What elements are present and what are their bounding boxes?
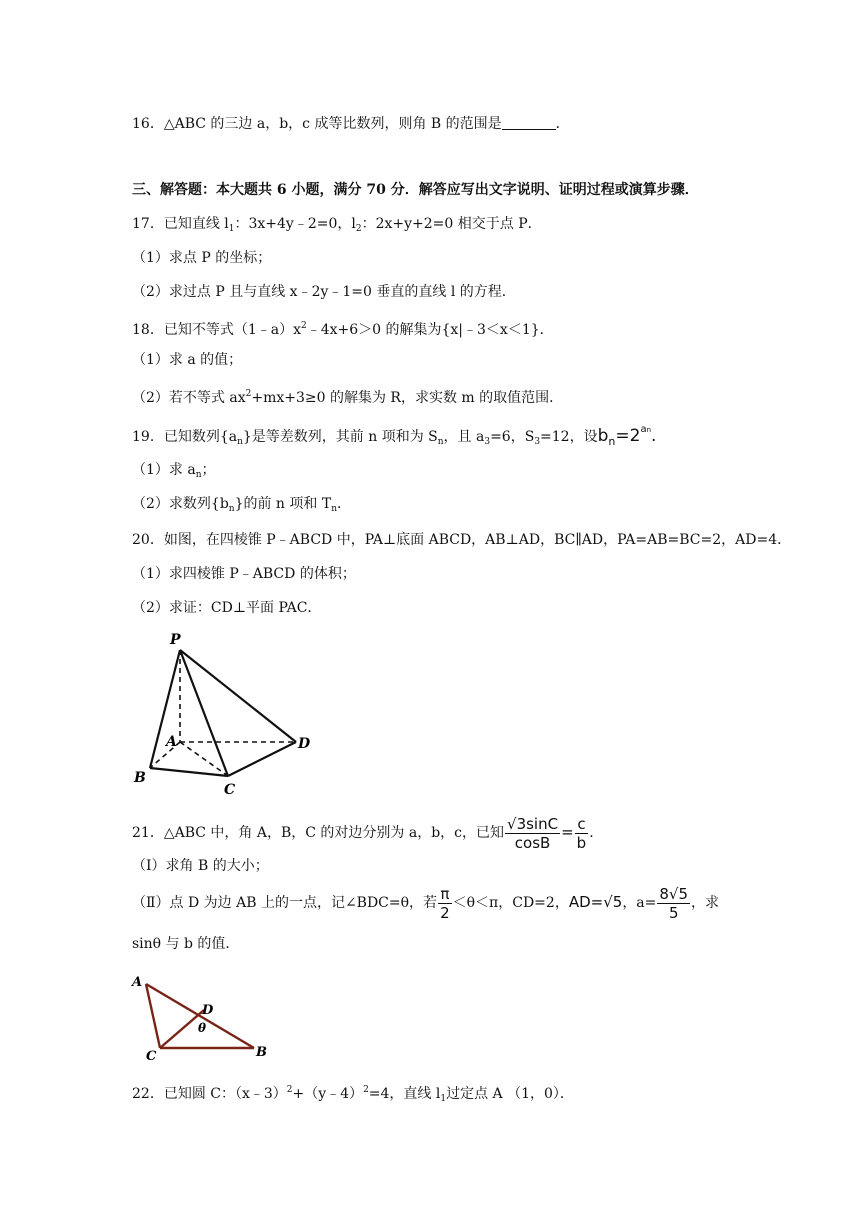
label-P: P	[170, 632, 181, 648]
q18-sup: 2	[245, 389, 252, 399]
question-18-part-2	[132, 384, 563, 408]
q16-text: △ABC 的三边 a，b，c 成等比数列，则角 B 的范围是	[163, 116, 502, 132]
q22-text: 22．已知圆 C：（x﹣3）	[132, 1086, 287, 1102]
label-A: A	[166, 734, 177, 750]
q21-text: ，a=	[622, 895, 657, 911]
section-heading: 三、解答题：本大题共 6 小题，满分 70 分．解答应写出文字说明、证明过程或演算步骤．	[132, 182, 699, 198]
q22-text: =4，直线 l	[368, 1086, 441, 1102]
question-21-part-1: （Ⅰ）求角 B 的大小；	[132, 858, 269, 874]
fraction-8sqrt5-over-5: $\frac{8√5}{5}$	[659, 884, 689, 922]
q18-text: ﹣4x+6＞0 的解集为{x|﹣3＜x＜1}．	[306, 322, 554, 338]
q17-text: 17．已知直线 l	[132, 216, 229, 232]
q18-text: +mx+3≥0 的解集为 R，求实数 m 的取值范围．	[251, 390, 564, 406]
q17-sub: 1	[228, 224, 235, 234]
fraction-pi-over-2: $\frac{\pi}{2}$	[440, 884, 450, 922]
question-18-stem	[132, 316, 554, 340]
q19-text: }是等差数列，其前 n 项和为 S	[242, 429, 438, 445]
q19-sub: n	[228, 504, 235, 514]
q19-text: ，且 a	[443, 429, 485, 445]
fraction-c-over-b: $\frac{c}{b}$	[576, 814, 587, 852]
label-D: D	[202, 1003, 214, 1018]
pyramid-figure	[128, 628, 328, 798]
q19-text: （1）求 a	[132, 462, 196, 478]
question-19-part-1	[132, 460, 216, 485]
q19-sub: 3	[534, 437, 541, 447]
q21-text: ，求	[691, 895, 720, 911]
q19-sub: n	[437, 437, 444, 447]
equals-sign: =	[561, 823, 574, 841]
triangle-figure	[128, 970, 278, 1062]
q22-sup: 2	[286, 1085, 293, 1095]
q16-label: 16．	[132, 116, 164, 132]
q22-text: +（y﹣4）	[292, 1086, 364, 1102]
q18-text: （2）若不等式 ax	[132, 390, 246, 406]
question-18-part-1: （1）求 a 的值；	[132, 352, 243, 368]
q19-sub: n	[195, 470, 202, 480]
q22-sub: 1	[440, 1094, 447, 1104]
label-C: C	[224, 782, 236, 798]
q19-sub: n	[237, 437, 243, 447]
q19-text: ；	[201, 462, 216, 478]
question-20-part-2: （2）求证：CD⊥平面 PAC．	[132, 600, 322, 616]
q19-text: }的前 n 项和 T	[234, 496, 332, 512]
question-20-part-1: （1）求四棱锥 P﹣ABCD 的体积；	[132, 566, 356, 582]
q19-sub: 3	[484, 437, 491, 447]
answer-blank[interactable]	[502, 115, 556, 130]
q19-text: ．	[337, 496, 351, 512]
label-B: B	[134, 770, 146, 786]
q19-text: （2）求数列{b	[132, 496, 229, 512]
q17-sub: 2	[355, 224, 362, 234]
q21-text: （Ⅱ）点 D 为边 AB 上的一点，记∠BDC=θ，若	[132, 895, 438, 911]
q17-text: ：2x+y+2=0 相交于点 P．	[361, 216, 542, 232]
q21-text: ＜θ＜π，CD=2，	[452, 895, 569, 911]
q18-sup: 2	[300, 321, 307, 331]
q18-text: 18．已知不等式（1﹣a）x	[132, 322, 301, 338]
fraction-sqrt3sinC-over-cosB: $\frac{√3\sin C}{\cos B}$	[507, 814, 559, 852]
label-A: A	[132, 975, 143, 990]
question-19-stem	[132, 420, 656, 452]
label-D: D	[298, 736, 311, 752]
q17-text: ：3x+4y﹣2=0，l	[234, 216, 356, 232]
q19-text: 19．已知数列{a	[132, 429, 238, 445]
label-C: C	[146, 1049, 157, 1062]
q16-tail: ．	[555, 116, 570, 132]
q19-text: =6，S	[490, 429, 535, 445]
question-19-part-2	[132, 494, 351, 519]
label-theta: θ	[198, 1021, 207, 1035]
question-17-part-2: （2）求过点 P 且与直线 x﹣2y﹣1=0 垂直的直线 l 的方程．	[132, 284, 516, 300]
label-B: B	[256, 1045, 267, 1060]
q19-text: =12，设	[540, 429, 598, 445]
q22-sup: 2	[363, 1085, 369, 1095]
question-21-part-2-line-2: sinθ 与 b 的值．	[132, 936, 240, 952]
ad-value: AD=√5	[568, 893, 623, 911]
q19-sub: n	[331, 504, 337, 514]
question-17-part-1: （1）求点 P 的坐标；	[132, 250, 272, 266]
question-21-stem	[132, 812, 594, 853]
question-22-stem	[132, 1080, 574, 1109]
question-21-part-2	[132, 882, 719, 923]
q22-text: 过定点 A （1，0）．	[446, 1086, 574, 1102]
question-16	[132, 114, 570, 134]
q21-text: 21．△ABC 中，角 A，B，C 的对边分别为 a，b，c，已知	[132, 825, 505, 841]
q21-text: .	[589, 825, 594, 841]
bn-formula: $b_n=2^{an}$.	[597, 424, 657, 448]
question-17-stem	[132, 214, 542, 239]
question-20-stem: 20．如图，在四棱锥 P﹣ABCD 中，PA⊥底面 ABCD，AB⊥AD，BC∥AD，PA=AB=BC=2，AD=4．	[132, 532, 792, 548]
